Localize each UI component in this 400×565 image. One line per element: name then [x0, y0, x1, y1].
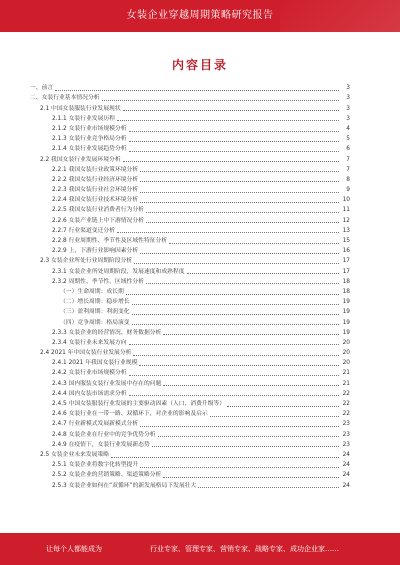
- toc-dot-leader: [187, 272, 339, 274]
- toc-entry[interactable]: [30, 408, 350, 418]
- toc-dot-leader: [198, 486, 339, 488]
- toc-dot-leader: [140, 466, 339, 468]
- toc-page-number: 11: [342, 207, 350, 214]
- toc-entry[interactable]: [30, 143, 350, 153]
- toc-dot-leader: [123, 160, 339, 162]
- toc-entry-text: 2.2.8 行业周期性、季节性及区域性特征分析: [52, 238, 168, 244]
- toc-page-number: 19: [342, 319, 350, 326]
- toc-page-number: 22: [342, 401, 350, 407]
- toc-dot-leader: [152, 445, 339, 447]
- toc-dot-leader: [140, 201, 339, 203]
- toc-entry[interactable]: [30, 82, 350, 92]
- toc-dot-leader: [227, 405, 339, 407]
- toc-page-number: 18: [342, 288, 350, 295]
- toc-entry[interactable]: [30, 214, 350, 224]
- header-banner: [0, 0, 400, 32]
- toc-entry[interactable]: [30, 479, 350, 489]
- toc-entry[interactable]: [30, 164, 350, 174]
- toc-entry[interactable]: [30, 102, 350, 112]
- toc-page-number: 6: [346, 146, 350, 153]
- toc-entry-text: （二）增长周期：稳步增长: [60, 299, 130, 306]
- toc-dot-leader: [55, 89, 339, 91]
- toc-page-number: 12: [342, 217, 350, 224]
- toc-entry-text: 2.3.2 周期性、季节性、区域性分析: [52, 278, 144, 285]
- toc-page-number: 3: [346, 115, 350, 122]
- toc-entry-text: 2.2.7 行业渠道变迁分析: [52, 227, 115, 234]
- toc-page-number: 19: [342, 309, 350, 316]
- toc-entry[interactable]: [30, 418, 350, 428]
- toc-entry-text: 2.2.3 我国女装行业社会环境分析: [52, 187, 139, 194]
- toc-entry-text: 2.2.4 我国女装行业技术环境分析: [52, 197, 139, 204]
- toc-dot-leader: [117, 119, 339, 121]
- toc-page-number: 19: [342, 329, 350, 336]
- toc-entry[interactable]: [30, 357, 350, 367]
- toc-entry-text: 2.1.1 女装行业发展历程: [52, 115, 115, 122]
- toc-entry[interactable]: [30, 235, 350, 245]
- toc-page-number: 3: [346, 95, 350, 102]
- toc-page-number: 22: [342, 390, 350, 397]
- toc-entry[interactable]: [30, 398, 350, 408]
- toc-page-number: 19: [342, 299, 350, 306]
- toc-entry[interactable]: [30, 459, 350, 469]
- toc-dot-leader: [102, 99, 339, 101]
- toc-dot-leader: [163, 476, 339, 478]
- toc-entry-text: 2.4 2021 年中国女装行业发展分析: [40, 350, 132, 357]
- toc-entry-text: 2.2 我国女装行业发展环境分析: [40, 156, 121, 163]
- toc-entry[interactable]: [30, 113, 350, 123]
- toc-entry-text: 2.2.9 上、下游行业影响因素分析: [52, 248, 139, 255]
- toc-entry-text: 2.4.7 行业新模式发展新模式分析: [52, 421, 139, 428]
- footer-slogan-left: 让每个人都能成为: [46, 545, 102, 553]
- toc-dot-leader: [129, 394, 339, 396]
- toc-dot-leader: [132, 323, 339, 325]
- toc-entry[interactable]: [30, 225, 350, 235]
- toc-dot-leader: [134, 262, 339, 264]
- toc-dot-leader: [129, 130, 339, 132]
- toc-dot-leader: [140, 191, 339, 193]
- toc-entry-text: 2.4.3 国内服装女装行业发展中存在的问题: [52, 380, 162, 387]
- toc-entry[interactable]: [30, 439, 350, 449]
- toc-entry-text: （三）盈利周期：利润变化: [60, 309, 130, 316]
- toc-entry[interactable]: [30, 377, 350, 387]
- toc-dot-leader: [146, 282, 339, 284]
- toc-page-number: 16: [342, 248, 350, 255]
- toc-entry-text: 2.3.3 女装企业的经营情况、财务数据分析: [52, 329, 162, 336]
- table-of-contents: [30, 82, 350, 490]
- toc-dot-leader: [129, 374, 339, 376]
- toc-entry-text: 2.2.1 我国女装行业政策环境分析: [52, 166, 139, 173]
- toc-entry[interactable]: [30, 306, 350, 316]
- toc-entry[interactable]: [30, 428, 350, 438]
- toc-page-number: 20: [342, 339, 350, 346]
- toc-page-number: 15: [342, 238, 350, 244]
- toc-entry-text: 2.5.1 女装企业将数字化转型提升: [52, 462, 139, 469]
- toc-dot-leader: [126, 293, 339, 295]
- toc-page-number: 23: [342, 421, 350, 428]
- toc-page-number: 23: [342, 441, 350, 448]
- toc-entry[interactable]: [30, 265, 350, 275]
- toc-entry-text: 2.4.5 中国女装服装行业发展的主要驱动因素（人口、消费升级等）: [52, 401, 226, 407]
- toc-entry[interactable]: [30, 469, 350, 479]
- toc-dot-leader: [123, 109, 339, 111]
- toc-page-number: 24: [342, 462, 350, 469]
- toc-entry[interactable]: [30, 296, 350, 306]
- header-accent: [280, 0, 400, 32]
- toc-entry[interactable]: [30, 123, 350, 133]
- toc-entry-text: 2.3.4 女装行业未来发展方向: [52, 339, 127, 346]
- toc-dot-leader: [140, 180, 339, 182]
- toc-dot-leader: [140, 425, 339, 427]
- toc-entry-text: 2.4.4 国内女装市场需求分析: [52, 390, 127, 397]
- toc-entry-text: 2.4.1 2021 年我国女装行业规模: [52, 360, 138, 367]
- toc-dot-leader: [158, 435, 339, 437]
- toc-dot-leader: [132, 303, 339, 305]
- toc-dot-leader: [133, 354, 339, 356]
- toc-page-number: 23: [342, 431, 350, 438]
- toc-page-number: 3: [346, 105, 350, 112]
- toc-entry-text: （四）竞争周期：格局演变: [60, 319, 130, 326]
- toc-entry-text: 2.3.1 女装企业所处周期阶段，发展速度和成熟程度: [52, 268, 185, 275]
- toc-page-number: 21: [342, 380, 350, 387]
- toc-entry-text: 2.3 女装企业所处行业周期阶段分析: [40, 258, 133, 265]
- toc-dot-leader: [111, 456, 339, 458]
- toc-entry[interactable]: [30, 255, 350, 265]
- toc-dot-leader: [146, 211, 339, 213]
- toc-entry[interactable]: [30, 367, 350, 377]
- toc-page-number: 7: [346, 166, 350, 173]
- toc-page-number: 5: [346, 136, 350, 143]
- toc-entry-text: 2.1.2 女装行业市场规模分析: [52, 125, 127, 132]
- toc-entry[interactable]: [30, 388, 350, 398]
- toc-title: 内容目录: [171, 58, 228, 72]
- toc-entry-text: 二、女装行业基本情况分析: [30, 95, 100, 102]
- toc-page-number: 22: [342, 411, 350, 418]
- toc-page-number: 20: [342, 350, 350, 357]
- toc-entry-text: 一、前言: [30, 85, 54, 92]
- toc-entry[interactable]: [30, 92, 350, 102]
- toc-page-number: 10: [342, 197, 350, 204]
- toc-entry[interactable]: [30, 276, 350, 286]
- toc-entry-text: 2.5 女装企业未来发展策略: [40, 451, 110, 458]
- toc-entry[interactable]: [30, 153, 350, 163]
- toc-entry-text: 2.1 中国女装服装行业发展现状: [40, 105, 121, 112]
- toc-entry-text: （一）生命周期：成长期: [60, 288, 124, 295]
- toc-dot-leader: [140, 252, 339, 254]
- toc-dot-leader: [146, 221, 339, 223]
- toc-entry-text: 2.4.6 女装行业在一带一路、双循环下，对企业的影响及启示: [52, 411, 208, 418]
- toc-entry-text: 2.5.2 女装企业的营销策略、渠道策略分析: [52, 472, 162, 479]
- toc-page-number: 13: [342, 227, 350, 234]
- toc-entry-text: 2.4.9 在疫情下，女装行业发展新态势: [52, 441, 150, 448]
- toc-entry-text: 2.1.4 女装行业发展趋势分析: [52, 146, 127, 153]
- toc-entry[interactable]: [30, 327, 350, 337]
- footer-slogan-right: 行业专家、管理专家、营销专家、战略专家、成功企业家……: [150, 545, 339, 553]
- toc-page-number: 9: [346, 187, 350, 194]
- toc-entry[interactable]: [30, 337, 350, 347]
- toc-dot-leader: [117, 231, 339, 233]
- toc-dot-leader: [132, 313, 339, 315]
- toc-page-number: 24: [342, 472, 350, 479]
- toc-page-number: 3: [346, 85, 350, 92]
- toc-entry[interactable]: [30, 174, 350, 184]
- toc-entry[interactable]: [30, 245, 350, 255]
- toc-page-number: 4: [346, 125, 350, 132]
- toc-entry[interactable]: [30, 449, 350, 459]
- toc-dot-leader: [129, 150, 339, 152]
- toc-page-number: 17: [342, 258, 350, 265]
- toc-entry[interactable]: [30, 347, 350, 357]
- toc-entry[interactable]: [30, 184, 350, 194]
- toc-dot-leader: [163, 384, 339, 386]
- footer-banner: [0, 533, 400, 565]
- toc-page-number: 8: [346, 176, 350, 183]
- toc-dot-leader: [139, 364, 339, 366]
- toc-dot-leader: [169, 242, 339, 244]
- toc-dot-leader: [140, 170, 339, 172]
- toc-dot-leader: [210, 415, 339, 417]
- toc-entry-text: 2.1.3 女装行业竞争格局分析: [52, 136, 127, 143]
- toc-entry-text: 2.5.3 女装企业如何在“双循环”的新发展格局下发展壮大: [52, 482, 197, 489]
- toc-entry-text: 2.4.2 女装行业市场规模分析: [52, 370, 127, 377]
- toc-entry-text: 2.4.8 女装企业在行业中的竞争优势分析: [52, 431, 156, 438]
- toc-page-number: 24: [342, 482, 350, 489]
- toc-entry-text: 2.2.6 女装产业链上中下游情况分析: [52, 217, 144, 224]
- toc-entry[interactable]: [30, 286, 350, 296]
- header-title: 女装企业穿越周期策略研究报告: [126, 10, 274, 21]
- toc-entry[interactable]: [30, 204, 350, 214]
- toc-entry[interactable]: [30, 316, 350, 326]
- toc-page-number: 20: [342, 360, 350, 367]
- toc-dot-leader: [129, 140, 339, 142]
- toc-page-number: 21: [342, 370, 350, 377]
- toc-entry-text: 2.2.2 我国女装行业经济环境分析: [52, 176, 139, 183]
- toc-page-number: 17: [342, 268, 350, 275]
- toc-entry[interactable]: [30, 194, 350, 204]
- toc-entry[interactable]: [30, 133, 350, 143]
- toc-page-number: 18: [342, 278, 350, 285]
- toc-page-number: 24: [342, 451, 350, 458]
- toc-dot-leader: [163, 333, 339, 335]
- toc-dot-leader: [129, 343, 339, 345]
- toc-page-number: 7: [346, 156, 350, 163]
- toc-entry-text: 2.2.5 我国女装行业消费者行为分析: [52, 207, 144, 214]
